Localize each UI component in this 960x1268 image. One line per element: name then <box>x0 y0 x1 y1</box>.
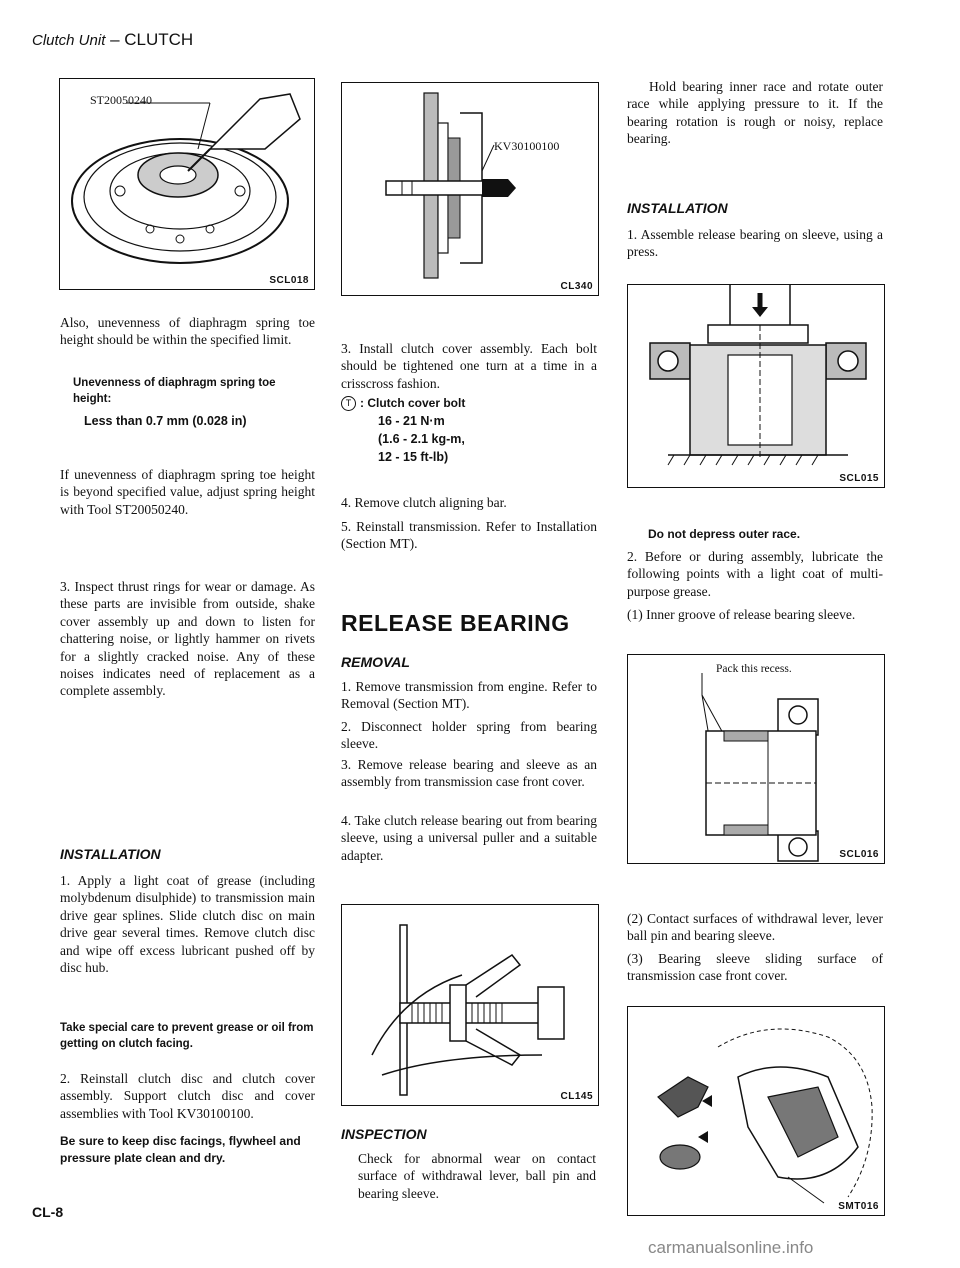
col3-para1: Hold bearing inner race and rotate outer race while applying pressure to it. If the bearing rotation is rough or noisy, replace bearing. <box>627 79 883 147</box>
col2-inspection-text: Check for abnormal wear on contact surface of withdrawal lever, ball pin and bearing sleeve. <box>358 1151 596 1201</box>
torque-spec <box>341 394 597 412</box>
col1-spec-value: Less than 0.7 mm (0.028 in) <box>84 414 247 428</box>
figure-scl015 <box>627 284 885 488</box>
figure-scl016 <box>627 654 885 864</box>
clutch-cover-illustration <box>60 79 314 289</box>
col3-install-step2-3: (3) Bearing sleeve sliding surface of transmission case front cover. <box>627 951 883 984</box>
torque-value-nm: 16 - 21 N·m <box>378 414 445 428</box>
tool-label-kv30100100: KV30100100 <box>494 139 560 153</box>
figure-code-smt016: SMT016 <box>838 1201 879 1212</box>
col3-installation-heading: INSTALLATION <box>627 200 728 216</box>
col1-para3: 3. Inspect thrust rings for wear or damage. As these parts are invisible from outside, shake cover assembly up and down to listen for chattering noise, or lightly hammer on rivets for a slightly cracked noise. Any of these noises indicates need of replacement as a complete assembly. <box>60 579 315 699</box>
torque-value-kgm: (1.6 - 2.1 kg-m, <box>378 432 465 446</box>
header-section: Clutch Unit <box>32 32 106 49</box>
transmission-front-cover-illustration <box>628 1007 884 1215</box>
torque-label: : Clutch cover bolt <box>360 396 466 410</box>
header-title: CLUTCH <box>124 30 194 49</box>
col3-install-step2: 2. Before or during assembly, lubricate the following points with a light coat of multi-purpose grease. <box>627 549 883 599</box>
figure-code-cl340: CL340 <box>560 281 593 292</box>
col1-step1: 1. Apply a light coat of grease (including molybdenum disulphide) to transmission main drive gear splines. Slide clutch disc on main drive gear several times. Remove clutch disc and wipe off excess lubricant pushed off by disc hub. <box>60 873 315 976</box>
col3-caution: Do not depress outer race. <box>648 527 801 541</box>
removal-heading: REMOVAL <box>341 654 410 670</box>
header-dash: – <box>105 30 125 49</box>
torque-icon: T <box>341 396 356 411</box>
col1-para1: Also, unevenness of diaphragm spring toe height should be within the specified limit. <box>60 315 315 348</box>
pack-recess-label: Pack this recess. <box>716 663 792 675</box>
col2-step3: 3. Install clutch cover assembly. Each bolt should be tightened one turn at a time in a crisscross fashion. <box>341 341 597 391</box>
bearing-press-illustration <box>628 285 884 487</box>
col1-spec-title: Unevenness of diaphragm spring toe height: <box>73 377 276 405</box>
inspection-heading: INSPECTION <box>341 1126 427 1142</box>
col3-install-step1: 1. Assemble release bearing on sleeve, using a press. <box>627 227 883 260</box>
col1-caution1: Take special care to prevent grease or oil from getting on clutch facing. <box>60 1022 314 1050</box>
col3-install-step2-1: (1) Inner groove of release bearing sleeve. <box>627 607 856 622</box>
clutch-aligning-tool-illustration <box>342 83 598 295</box>
col1-installation-heading: INSTALLATION <box>60 846 161 862</box>
release-bearing-heading: RELEASE BEARING <box>341 610 570 636</box>
col1-caution2: Be sure to keep disc facings, flywheel and pressure plate clean and dry. <box>60 1134 301 1165</box>
figure-smt016 <box>627 1006 885 1216</box>
figure-code-scl015: SCL015 <box>839 473 879 484</box>
torque-value <box>378 412 578 466</box>
col2-removal-step1: 1. Remove transmission from engine. Refer to Removal (Section MT). <box>341 679 597 712</box>
watermark: carmanualsonline.info <box>648 1238 814 1257</box>
figure-cl340 <box>341 82 599 296</box>
col2-removal-step3: 3. Remove release bearing and sleeve as an assembly from transmission case front cover. <box>341 757 597 790</box>
figure-cl145 <box>341 904 599 1106</box>
col1-para2: If unevenness of diaphragm spring toe height is beyond specified value, adjust spring height with Tool ST20050240. <box>60 467 315 517</box>
universal-puller-illustration <box>342 905 598 1105</box>
col2-removal-step2: 2. Disconnect holder spring from bearing sleeve. <box>341 719 597 752</box>
running-header <box>32 30 193 50</box>
figure-code-cl145: CL145 <box>560 1091 593 1102</box>
col2-step5: 5. Reinstall transmission. Refer to Installation (Section MT). <box>341 519 597 552</box>
tool-label-st20050240: ST20050240 <box>90 93 153 107</box>
bearing-sleeve-recess-illustration <box>628 655 884 863</box>
figure-code-scl016: SCL016 <box>839 849 879 860</box>
figure-scl018 <box>59 78 315 290</box>
col2-removal-step4: 4. Take clutch release bearing out from bearing sleeve, using a universal puller and a suitable adapter. <box>341 813 597 863</box>
torque-value-ftlb: 12 - 15 ft-lb) <box>378 450 449 464</box>
col2-step4: 4. Remove clutch aligning bar. <box>341 495 507 510</box>
col3-install-step2-2: (2) Contact surfaces of withdrawal lever, lever ball pin and bearing sleeve. <box>627 911 883 944</box>
col1-step2: 2. Reinstall clutch disc and clutch cover assembly. Support clutch disc and cover assemblies with Tool KV30100100. <box>60 1071 315 1121</box>
page-number: CL-8 <box>32 1204 64 1220</box>
figure-code-scl018: SCL018 <box>269 275 309 286</box>
